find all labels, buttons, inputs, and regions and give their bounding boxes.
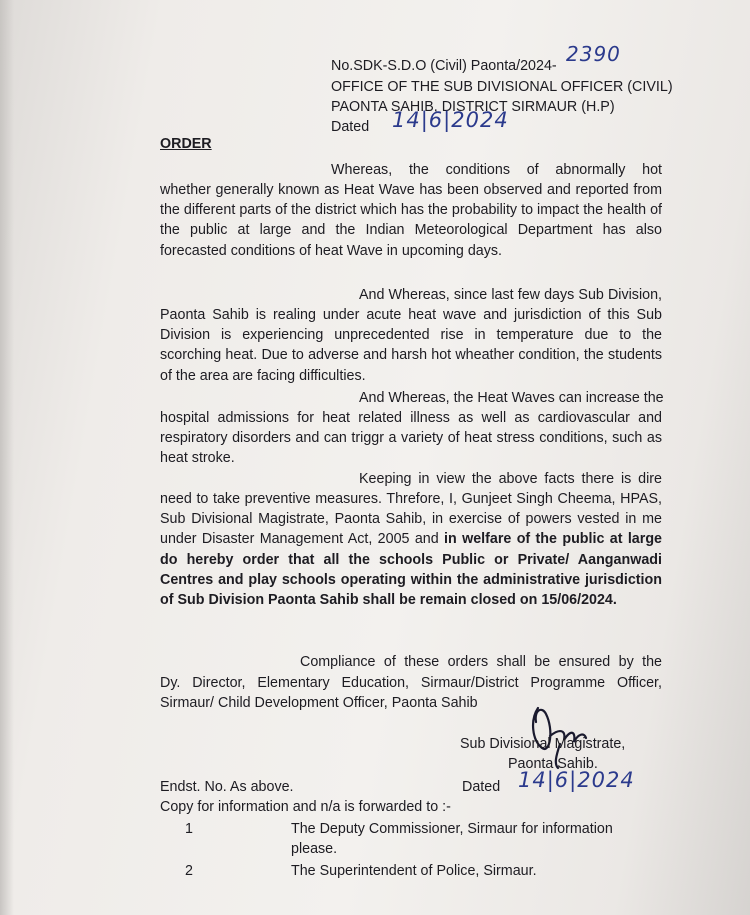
signatory-location: Paonta Sahib. bbox=[508, 756, 598, 772]
copy-item-number: 1 bbox=[185, 821, 193, 837]
copy-forwarded-line: Copy for information and n/a is forwarded to :- bbox=[160, 799, 451, 815]
handwritten-reference-number: 2390 bbox=[566, 42, 621, 66]
paragraph-1-body: whether generally known as Heat Wave has been observed and reported from the different parts of the district which has the probability to impact the health of the public at large and the Indian Meteorological Department has also forecasted conditions of heat Wave in upcoming days. bbox=[160, 182, 662, 259]
copy-item-number: 2 bbox=[185, 863, 193, 879]
endorsement-handwritten-date: 14|6|2024 bbox=[518, 768, 635, 792]
paragraph-2-body: Paonta Sahib is realing under acute heat wave and jurisdiction of this Sub Division is experiencing unprecedented rise in temperature due to the scorching heat. Due to adverse and harsh hot wheather condition, the students of the area are facing difficulties. bbox=[160, 307, 662, 384]
copy-item-recipient-continued: please. bbox=[291, 841, 338, 857]
dated-label: Dated bbox=[331, 119, 370, 135]
paragraph-2-first-line: And Whereas, since last few days Sub Division, bbox=[359, 287, 662, 303]
paragraph-4-text: need to take preventive measures. Threfore, I, Gunjeet Singh Cheema, HPAS, Sub Divisional Magistrate, Paonta Sahib, in exercise of powers vested in me under Disaster Management Act, 2005 and bbox=[160, 491, 662, 548]
paragraph-4-order-text: in welfare of the public at large do hereby order that all the schools Public or Private/ Aanganwadi Centres and play schools operating within the administrative jurisdiction of Sub Division Paonta Sahib shall be remain closed on 15/06/2024. bbox=[160, 531, 663, 609]
reference-number: No.SDK-S.D.O (Civil) Paonta/2024- bbox=[331, 58, 557, 74]
office-name: OFFICE OF THE SUB DIVISIONAL OFFICER (CIVIL) bbox=[331, 79, 673, 95]
order-title: ORDER bbox=[160, 136, 212, 152]
paragraph-4-first-line: Keeping in view the above facts there is dire bbox=[359, 471, 662, 487]
handwritten-date: 14|6|2024 bbox=[392, 108, 509, 132]
endorsement-dated-label: Dated bbox=[462, 779, 501, 795]
paragraph-4-body bbox=[160, 489, 662, 610]
copy-item-recipient: The Superintendent of Police, Sirmaur. bbox=[291, 863, 537, 879]
paragraph-5-first-line: Compliance of these orders shall be ensured by the bbox=[300, 654, 662, 670]
paragraph-3-body: hospital admissions for heat related illness as well as cardiovascular and respiratory disorders and can triggr a variety of heat stress conditions, such as heat stroke. bbox=[160, 410, 662, 467]
paragraph-5-body: Dy. Director, Elementary Education, Sirmaur/District Programme Officer, Sirmaur/ Child Development Officer, Paonta Sahib bbox=[160, 675, 662, 712]
copy-item-recipient: The Deputy Commissioner, Sirmaur for information bbox=[291, 821, 613, 837]
office-location: PAONTA SAHIB, DISTRICT SIRMAUR (H.P) bbox=[331, 99, 615, 115]
paragraph-3-first-line: And Whereas, the Heat Waves can increase the bbox=[359, 390, 664, 406]
signatory-designation: Sub Divisional Magistrate, bbox=[460, 736, 626, 752]
endorsement-number: Endst. No. As above. bbox=[160, 779, 294, 795]
paragraph-1-first-line: Whereas, the conditions of abnormally hot bbox=[331, 162, 662, 178]
